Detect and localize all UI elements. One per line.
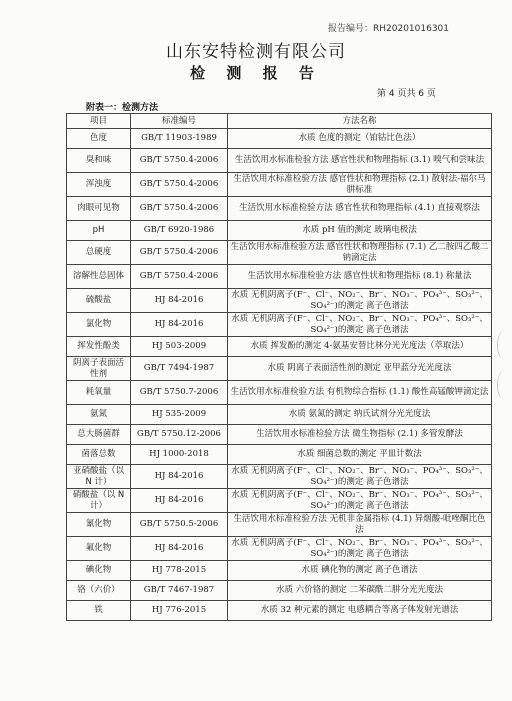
method-cell: 水质 六价铬的测定 二苯碳酰二肼分光光度法 [228,581,492,601]
table-row [67,537,492,561]
header-item: 项目 [67,114,131,129]
binding-seal-mark [497,330,512,360]
item-cell: 氟化物 [67,537,131,561]
table-row [67,405,492,425]
item-cell: 碘化物 [67,561,131,581]
binding-seal-mark [497,370,512,400]
standard-cell: HJ 84-2016 [131,289,228,313]
item-cell: 硫酸盐 [67,289,131,313]
standard-cell: HJ 776-2015 [131,601,228,621]
standard-cell: GB/T 5750.12-2006 [131,425,228,445]
table-row [67,581,492,601]
table-row [67,561,492,581]
method-cell: 水质 无机阴离子(F⁻、Cl⁻、NO₂⁻、Br⁻、NO₃⁻、PO₄³⁻、SO₃²⁻、SO₄²⁻)的测定 离子色谱法 [228,465,492,489]
item-cell: 总大肠菌群 [67,425,131,445]
table-row [67,313,492,337]
method-cell: 水质 pH 值的测定 玻璃电极法 [228,221,492,241]
standard-cell: GB/T 5750.4-2006 [131,265,228,289]
item-cell: 总硬度 [67,241,131,265]
table-row [67,149,492,173]
standard-cell: HJ 84-2016 [131,465,228,489]
item-cell: 挥发性酚类 [67,337,131,357]
method-cell: 水质 色度的测定（铂钴比色法） [228,129,492,149]
table-row [67,357,492,381]
table-row [67,337,492,357]
method-cell: 水质 阴离子表面活性剂的测定 亚甲蓝分光光度法 [228,357,492,381]
table-header-row [67,114,492,129]
table-row [67,445,492,465]
report-number: 报告编号：RH20201016301 [328,24,450,34]
method-cell: 生活饮用水标准检验方法 有机物综合指标 (1.1) 酸性高锰酸钾滴定法 [228,381,492,405]
table-row [67,489,492,513]
item-cell: 氰化物 [67,513,131,537]
table-row [67,601,492,621]
method-cell: 水质 无机阴离子(F⁻、Cl⁻、NO₂⁻、Br⁻、NO₃⁻、PO₄³⁻、SO₃²⁻、SO₄²⁻)的测定 离子色谱法 [228,289,492,313]
standard-cell: HJ 84-2016 [131,537,228,561]
table-row [67,173,492,197]
company-name: 山东安特检测有限公司 [166,42,346,62]
item-cell: 色度 [67,129,131,149]
method-cell: 生活饮用水标准检验方法 无机非金属指标 (4.1) 异烟酸-吡唑酮比色法 [228,513,492,537]
item-cell: 铁 [67,601,131,621]
standard-cell: GB/T 5750.7-2006 [131,381,228,405]
table-row [67,129,492,149]
method-cell: 生活饮用水标准检验方法 微生物指标 (2.1) 多管发酵法 [228,425,492,445]
method-cell: 水质 无机阴离子(F⁻、Cl⁻、NO₂⁻、Br⁻、NO₃⁻、PO₄³⁻、SO₃²⁻、SO₄²⁻)的测定 离子色谱法 [228,537,492,561]
table-row [67,197,492,221]
standard-cell: GB/T 7494-1987 [131,357,228,381]
standard-cell: HJ 535-2009 [131,405,228,425]
table-row [67,265,492,289]
item-cell: 亚硝酸盐（以 N 计） [67,465,131,489]
method-cell: 生活饮用水标准检验方法 感官性状和物理指标 (7.1) 乙二胺四乙酸二钠滴定法 [228,241,492,265]
standard-cell: GB/T 5750.5-2006 [131,513,228,537]
item-cell: 菌落总数 [67,445,131,465]
item-cell: 耗氧量 [67,381,131,405]
method-cell: 生活饮用水标准检验方法 感官性状和物理指标 (4.1) 直接观察法 [228,197,492,221]
method-cell: 生活饮用水标准检验方法 感官性状和物理指标 (2.1) 散射法-福尔马肼标准 [228,173,492,197]
page-info: 第 4 页共 6 页 [377,89,436,99]
standard-cell: GB/T 6920-1986 [131,221,228,241]
standard-cell: HJ 503-2009 [131,337,228,357]
standard-cell: GB/T 5750.4-2006 [131,173,228,197]
standard-cell: GB/T 5750.4-2006 [131,149,228,173]
standard-cell: GB/T 7467-1987 [131,581,228,601]
header-method: 方法名称 [228,114,492,129]
item-cell: 硝酸盐（以 N 计） [67,489,131,513]
table-row [67,381,492,405]
report-title: 检 测 报 告 [190,64,322,82]
item-cell: 浑浊度 [67,173,131,197]
standard-cell: HJ 778-2015 [131,561,228,581]
method-cell: 生活饮用水标准检验方法 感官性状和物理指标 (8.1) 称量法 [228,265,492,289]
standard-cell: GB/T 5750.4-2006 [131,197,228,221]
methods-table [66,113,492,621]
item-cell: 氯化物 [67,313,131,337]
appendix-subtitle: 附表一：检测方法 [86,103,159,113]
method-cell: 水质 无机阴离子(F⁻、Cl⁻、NO₂⁻、Br⁻、NO₃⁻、PO₄³⁻、SO₃²⁻、SO₄²⁻)的测定 离子色谱法 [228,313,492,337]
table-row [67,241,492,265]
standard-cell: GB/T 11903-1989 [131,129,228,149]
method-cell: 生活饮用水标准检验方法 感官性状和物理指标 (3.1) 嗅气和尝味法 [228,149,492,173]
header-standard: 标准编号 [131,114,228,129]
standard-cell: HJ 84-2016 [131,313,228,337]
method-cell: 水质 32 种元素的测定 电感耦合等离子体发射光谱法 [228,601,492,621]
method-cell: 水质 挥发酚的测定 4-氨基安替比林分光光度法（萃取法） [228,337,492,357]
standard-cell: GB/T 5750.4-2006 [131,241,228,265]
table-row [67,425,492,445]
table-row [67,465,492,489]
table-row [67,289,492,313]
item-cell: 肉眼可见物 [67,197,131,221]
standard-cell: HJ 1000-2018 [131,445,228,465]
item-cell: 铬（六价） [67,581,131,601]
item-cell: 溶解性总固体 [67,265,131,289]
standard-cell: HJ 84-2016 [131,489,228,513]
item-cell: pH [67,221,131,241]
item-cell: 阴离子表面活性剂 [67,357,131,381]
item-cell: 臭和味 [67,149,131,173]
table-row [67,221,492,241]
method-cell: 水质 碘化物的测定 离子色谱法 [228,561,492,581]
method-cell: 水质 氨氮的测定 纳氏试剂分光光度法 [228,405,492,425]
method-cell: 水质 细菌总数的测定 平皿计数法 [228,445,492,465]
item-cell: 氨氮 [67,405,131,425]
method-cell: 水质 无机阴离子(F⁻、Cl⁻、NO₂⁻、Br⁻、NO₃⁻、PO₄³⁻、SO₃²⁻、SO₄²⁻)的测定 离子色谱法 [228,489,492,513]
table-row [67,513,492,537]
